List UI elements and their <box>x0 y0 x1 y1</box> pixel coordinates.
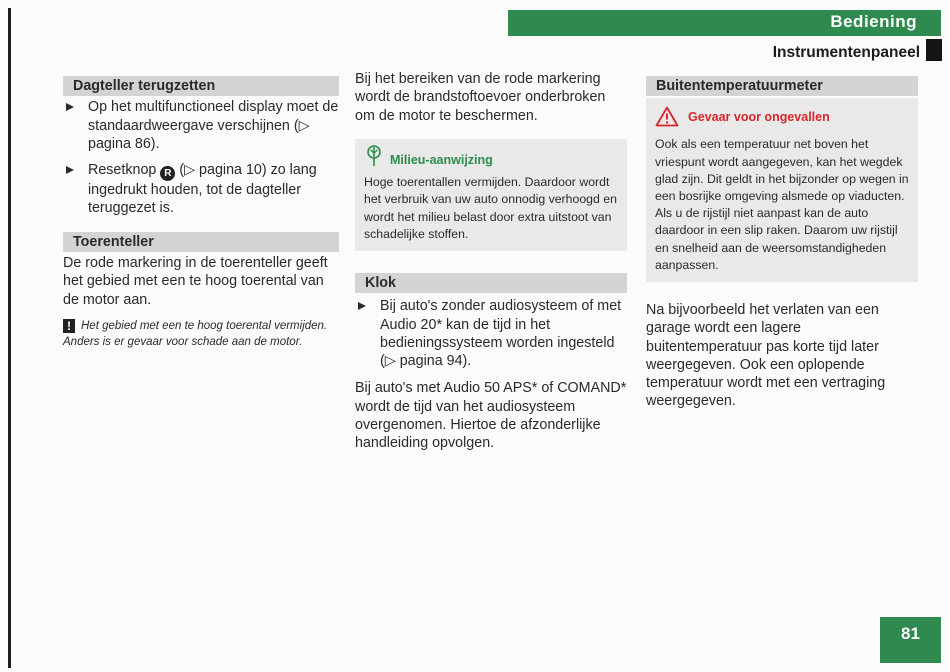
heading-klok: Klok <box>355 273 627 293</box>
danger-title: Gevaar voor ongevallen <box>688 109 830 124</box>
chapter-title: Bediening <box>830 12 917 31</box>
bullet-text: Bij auto's zonder audiosysteem of met Audio 20* kan de tijd in het bedieningssysteem worden ingesteld (▷ pagina 94). <box>380 298 622 370</box>
chapter-header-bar <box>508 10 941 36</box>
list-item <box>355 297 627 370</box>
bullet-text-pre: Resetknop <box>88 162 157 179</box>
bullet-arrow-icon <box>66 166 74 174</box>
environment-note-title: Milieu-aanwijzing <box>390 152 493 167</box>
intro-paragraph: Bij het bereiken van de rode markering wordt de brandstoftoevoer onderbroken om de motor te beschermen. <box>355 71 606 124</box>
danger-text: Ook als een temperatuur net boven het vriespunt wordt aangegeven, kan het wegdek glad zijn. Dit geldt in het bijzonder op wegen in een bosrijke omgeving alsmede op viaducten. Als u de rijstijl niet aanpast kan de auto daardoor in een slip raken. Daarom uw rijstijl en snelheid aan de weersomstandigheden aanpassen. <box>655 137 909 272</box>
reset-button-icon: R <box>160 166 175 181</box>
toerenteller-paragraph: De rode markering in de toerenteller geeft het gebied met een te hoog toerental van de motor aan. <box>63 255 328 308</box>
list-item <box>63 161 339 218</box>
klok-paragraph: Bij auto's met Audio 50 APS* of COMAND* wordt de tijd van het audiosysteem overgenomen. Hiertoe de afzonderlijke handleiding opvolgen. <box>355 380 627 452</box>
page-number: 81 <box>880 617 941 663</box>
danger-warning-box <box>646 98 918 282</box>
section-title: Instrumentenpaneel <box>772 44 920 61</box>
warning-note <box>63 318 339 351</box>
environment-note-box <box>355 139 627 251</box>
bullet-arrow-icon <box>66 103 74 111</box>
binding-edge-line <box>8 8 11 668</box>
leaf-icon <box>364 145 384 167</box>
heading-dagteller: Dagteller terugzetten <box>63 76 339 96</box>
temperature-paragraph: Na bijvoorbeeld het verlaten van een garage wordt een lagere buitentemperatuur pas korte tijd later weergegeven. Ook een oplopende temperatuur wordt met een vertraging weergegeven. <box>646 301 886 410</box>
warning-note-text: Het gebied met een te hoog toerental vermijden. Anders is er gevaar voor schade aan de motor. <box>63 319 328 349</box>
column-1 <box>63 76 339 351</box>
list-item <box>63 98 339 153</box>
section-marker <box>926 39 942 61</box>
heading-toerenteller: Toerenteller <box>63 232 339 252</box>
bullet-text: Op het multifunctioneel display moet de standaardweergave verschijnen (▷ pagina 86). <box>88 99 339 152</box>
bullet-arrow-icon <box>358 302 366 310</box>
environment-note-text: Hoge toerentallen vermijden. Daardoor wordt het verbruik van uw auto onnodig verhoogd en wordt het milieu belast door extra uitstoot van schadelijke stoffen. <box>364 175 617 241</box>
column-2 <box>355 70 627 453</box>
heading-buitentemperatuurmeter: Buitentemperatuurmeter <box>646 76 918 96</box>
warning-triangle-icon <box>655 106 679 127</box>
bullet-text-post: (▷ pagina 10) zo lang ingedrukt houden, tot de dagteller teruggezet is. <box>88 162 317 217</box>
column-3 <box>646 76 918 411</box>
exclamation-icon: ! <box>63 319 75 333</box>
